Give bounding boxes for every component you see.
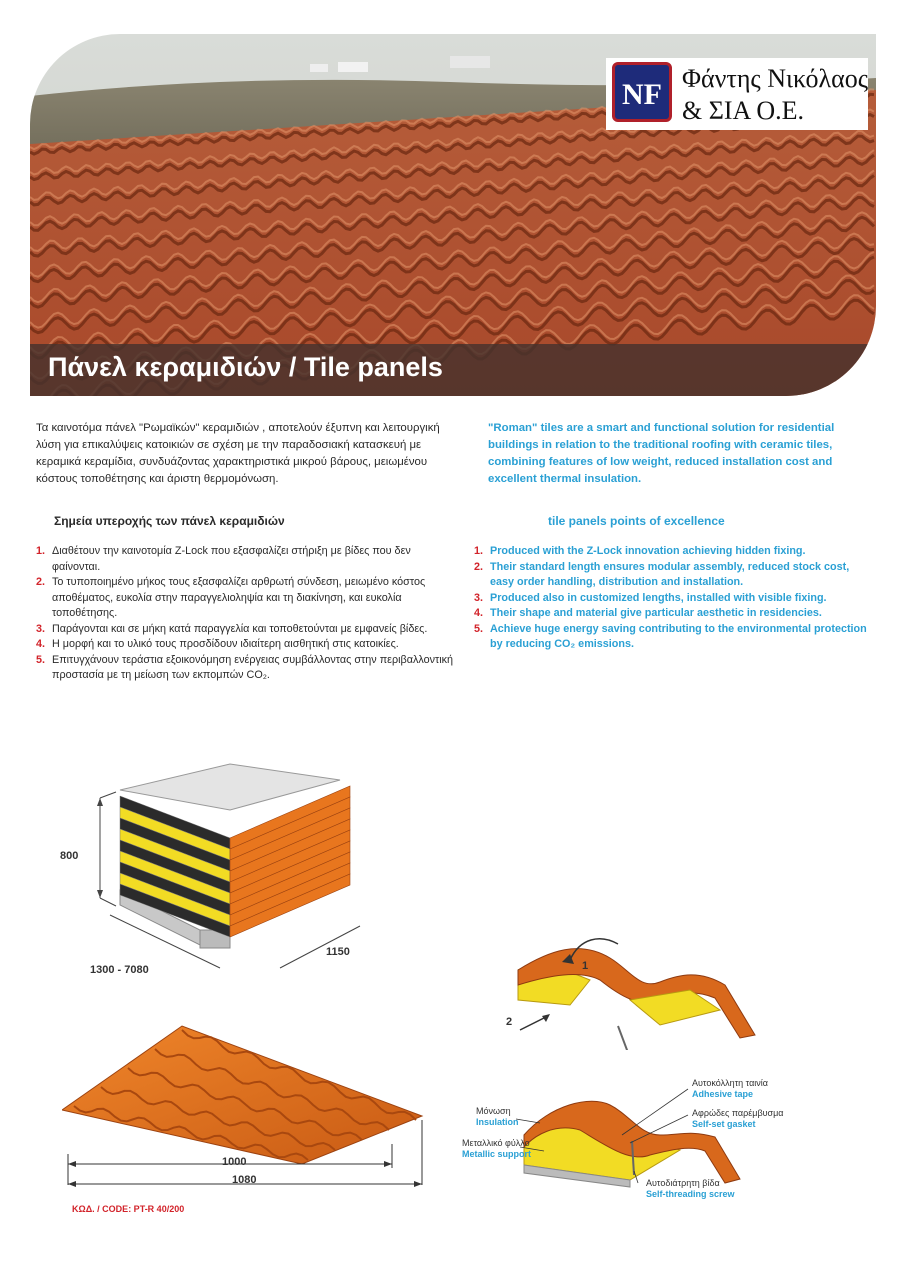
gasket-label-en: Self-set gasket (692, 1119, 756, 1129)
z-lock-diagram (510, 930, 770, 1050)
stack-length-label: 1300 - 7080 (90, 964, 149, 976)
screw-label-en: Self-threading screw (646, 1189, 735, 1199)
support-label-gr: Μεταλλικό φύλλο (462, 1138, 530, 1148)
english-intro: "Roman" tiles are a smart and functional solution for residential buildings in relation to the traditional roofing with ceramic tiles, combining features of low weight, reduced installation cost and excellent thermal insulation. (488, 422, 835, 485)
list-item: 1. Διαθέτουν την καινοτομία Z-Lock που εξασφαλίζει στήριξη με βίδες που δεν φαίνονται. (36, 545, 411, 573)
list-item: 3. Παράγονται και σε μήκη κατά παραγγελία και τοποθετούνται με εμφανείς βίδες. (36, 622, 428, 635)
product-code: ΚΩΔ. / CODE: PT-R 40/200 (72, 1204, 185, 1214)
list-item: 1. Produced with the Z-Lock innovation achieving hidden fixing. (474, 545, 806, 557)
tape-label-gr: Αυτοκόλλητη ταινία (692, 1078, 768, 1088)
panel-inner-width-label: 1000 (222, 1156, 247, 1168)
english-subtitle: tile panels points of excellence (548, 514, 725, 528)
greek-points-list (36, 544, 456, 684)
step-2-label: 2 (506, 1016, 513, 1028)
greek-subtitle: Σημεία υπεροχής των πάνελ κεραμιδιών (54, 514, 285, 528)
screw-label-gr: Αυτοδιάτρητη βίδα (646, 1178, 720, 1188)
tile-panel-diagram (62, 1020, 432, 1200)
insulation-label-gr: Μόνωση (476, 1106, 511, 1116)
english-points-list (474, 544, 876, 653)
company-name: Φάντης Νικόλαος (682, 64, 869, 93)
company-logo (606, 58, 868, 130)
stack-height-label: 800 (60, 850, 79, 862)
list-item: 2. Their standard length ensures modular assembly, reduced stock cost, easy order handling, distribution and installation. (474, 560, 850, 588)
logo-mark: NF (612, 62, 672, 122)
list-item: 5. Επιτυγχάνουν τεράστια εξοικονόμηση ενέργειας συμβάλλοντας στην περιβαλλοντική προστασία με τη μείωση των εκπομπών CO₂. (36, 653, 454, 681)
tape-label-en: Adhesive tape (692, 1089, 754, 1099)
page-title: Πάνελ κεραμιδιών / Tile panels (48, 352, 443, 382)
step-1-label: 1 (582, 960, 589, 972)
panel-outer-width-label: 1080 (232, 1174, 257, 1186)
list-item: 4. Η μορφή και το υλικό τους προσδίδουν ιδιαίτερη αισθητική στις κατοικίες. (36, 638, 399, 650)
title-banner (30, 344, 876, 396)
list-item: 4. Their shape and material give particular aesthetic in residencies. (474, 607, 822, 619)
greek-intro: Τα καινοτόμα πάνελ "Ρωμαϊκών" κεραμιδιών , αποτελούν έξυπνη και λειτουργική λύση για επικαλύψεις κατοικιών σε σχέση με την παραδοσιακή κατασκευή με κεραμικά κεραμίδια, συνδυάζοντας χαρακτηριστικά μικρού βάρους, μειωμένου κόστους τοποθέτησης και άριστη θερμομόνωση. (36, 422, 440, 485)
company-suffix: & ΣΙΑ Ο.Ε. (682, 96, 805, 125)
insulation-label-en: Insulation (476, 1117, 519, 1127)
list-item: 2. Το τυποποιημένο μήκος τους εξασφαλίζει αρθρωτή σύνδεση, μειωμένο κόστος αποθέματος, ευκολία στην παραγγελιοληψία και τη διακίνηση, και ευκολία τοποθέτησης. (36, 576, 426, 619)
stack-width-label: 1150 (326, 946, 350, 958)
support-label-en: Metallic support (462, 1149, 532, 1159)
list-item: 5. Achieve huge energy saving contributing to the environmental protection by reducing CO₂ emissions. (474, 622, 867, 650)
gasket-label-gr: Αφρώδες παρέμβυσμα (692, 1108, 784, 1118)
list-item: 3. Produced also in customized lengths, installed with visible fixing. (474, 591, 827, 604)
